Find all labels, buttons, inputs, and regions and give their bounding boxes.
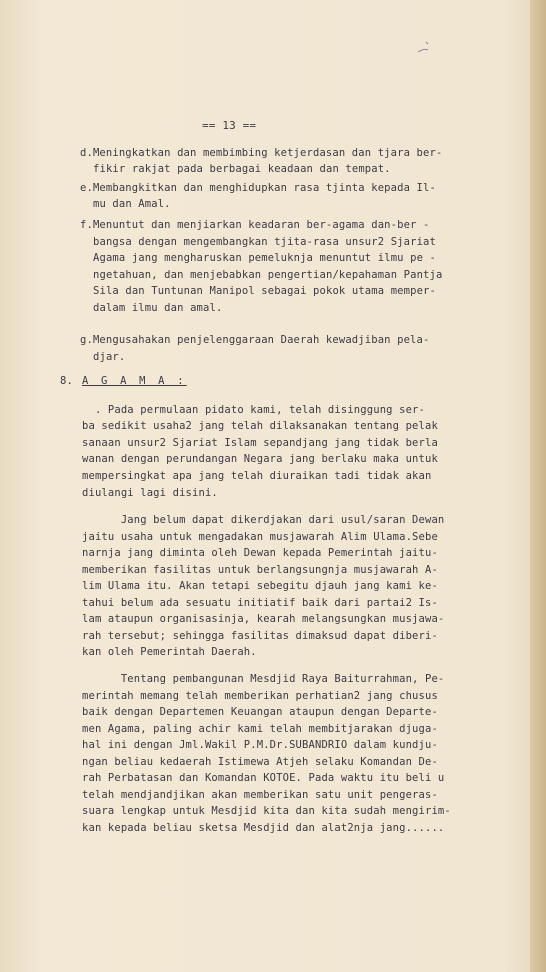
paragraph-3-line-4: men Agama, paling achir kami telah membitjarakan djuga- bbox=[82, 723, 438, 735]
paragraph-1-line-2: ba sedikit usaha2 jang telah dilaksanakan tentang pelak bbox=[82, 420, 438, 432]
pen-mark-icon bbox=[414, 38, 434, 58]
paragraph-2-line-1: Jang belum dapat dikerdjakan dari usul/saran Dewan bbox=[82, 514, 445, 526]
paragraph-3-line-3: baik dengan Departemen Keuangan ataupun dengan Departe- bbox=[82, 706, 438, 718]
paragraph-3-line-8: telah mendjandjikan akan memberikan satu unit pengeras- bbox=[82, 789, 438, 801]
paragraph-1-line-6: diulangi lagi disini. bbox=[82, 487, 218, 499]
paragraph-2-line-3: narnja jang diminta oleh Dewan kepada Pemerintah jaitu- bbox=[82, 547, 438, 559]
paragraph-2-line-8: rah tersebut; sehingga fasilitas dimaksud dapat diberi- bbox=[82, 630, 438, 642]
paragraph-1-line-4: wanan dengan perundangan Negara jang berlaku maka untuk bbox=[82, 453, 438, 465]
item-f-line-1: f.Menuntut dan menjiarkan keadaran ber-agama dan-ber - bbox=[80, 219, 430, 231]
page-number: == 13 == bbox=[202, 119, 257, 132]
item-f-line-3: Agama jang mengharuskan pemeluknja menuntut ilmu pe - bbox=[93, 252, 436, 264]
item-d-line-1: d.Meningkatkan dan membimbing ketjerdasan dan tjara ber- bbox=[80, 147, 443, 159]
item-g-line-1: g.Mengusahakan penjelenggaraan Daerah kewadjiban pela- bbox=[80, 334, 430, 346]
paragraph-2-line-6: tahui belum ada sesuatu initiatif baik dari partai2 Is- bbox=[82, 597, 438, 609]
item-e-line-1: e.Membangkitkan dan menghidupkan rasa tjinta kepada Il- bbox=[80, 182, 436, 194]
paragraph-3-line-2: merintah memang telah memberikan perhatian2 jang chusus bbox=[82, 690, 438, 702]
paragraph-2-line-2: jaitu usaha untuk mengadakan musjawarah Alim Ulama.Sebe bbox=[82, 531, 438, 543]
section-title: A G A M A : bbox=[82, 375, 187, 387]
item-e-line-2: mu dan Amal. bbox=[93, 198, 171, 210]
paragraph-3-line-7: rah Perbatasan dan Komandan KOTOE. Pada waktu itu beli u bbox=[82, 772, 445, 784]
item-f-line-4: ngetahuan, dan menjebabkan pengertian/kepahaman Pantja bbox=[93, 269, 443, 281]
section-number: 8. bbox=[60, 375, 73, 387]
paragraph-2-line-7: lam ataupun organisasinja, kearah melangsungkan musjawa- bbox=[82, 613, 445, 625]
paragraph-1-line-1: . Pada permulaan pidato kami, telah disinggung ser- bbox=[82, 404, 425, 416]
paragraph-3-line-9: suara lengkap untuk Mesdjid kita dan kita sudah mengirim- bbox=[82, 805, 451, 817]
item-f-line-5: Sila dan Tuntunan Manipol sebagai pokok utama memper- bbox=[93, 285, 436, 297]
item-g-line-2: djar. bbox=[93, 351, 126, 363]
paragraph-1-line-3: sanaan unsur2 Sjariat Islam sepandjang jang tidak berla bbox=[82, 437, 438, 449]
paragraph-3-line-5: hal ini dengan Jml.Wakil P.M.Dr.SUBANDRIO dalam kundju- bbox=[82, 739, 438, 751]
item-d-line-2: fikir rakjat pada berbagai keadaan dan tempat. bbox=[93, 163, 391, 175]
item-f-line-6: dalam ilmu dan amal. bbox=[93, 302, 223, 314]
paragraph-2-line-9: kan oleh Pemerintah Daerah. bbox=[82, 646, 257, 658]
paragraph-2-line-5: lim Ulama itu. Akan tetapi sebegitu djauh jang kami ke- bbox=[82, 580, 438, 592]
paragraph-1-line-5: mempersingkat apa jang telah diuraikan tadi tidak akan bbox=[82, 470, 432, 482]
paragraph-3-line-10: kan kepada beliau sketsa Mesdjid dan alat2nja jang...... bbox=[82, 822, 445, 834]
item-f-line-2: bangsa dengan mengembangkan tjita-rasa unsur2 Sjariat bbox=[93, 236, 436, 248]
paragraph-3-line-6: ngan beliau kedaerah Istimewa Atjeh selaku Komandan De- bbox=[82, 756, 438, 768]
paragraph-2-line-4: memberikan fasilitas untuk berlangsungnja musjawarah A- bbox=[82, 564, 438, 576]
paper-edge bbox=[530, 0, 546, 972]
paragraph-3-line-1: Tentang pembangunan Mesdjid Raya Baiturrahman, Pe- bbox=[82, 673, 445, 685]
